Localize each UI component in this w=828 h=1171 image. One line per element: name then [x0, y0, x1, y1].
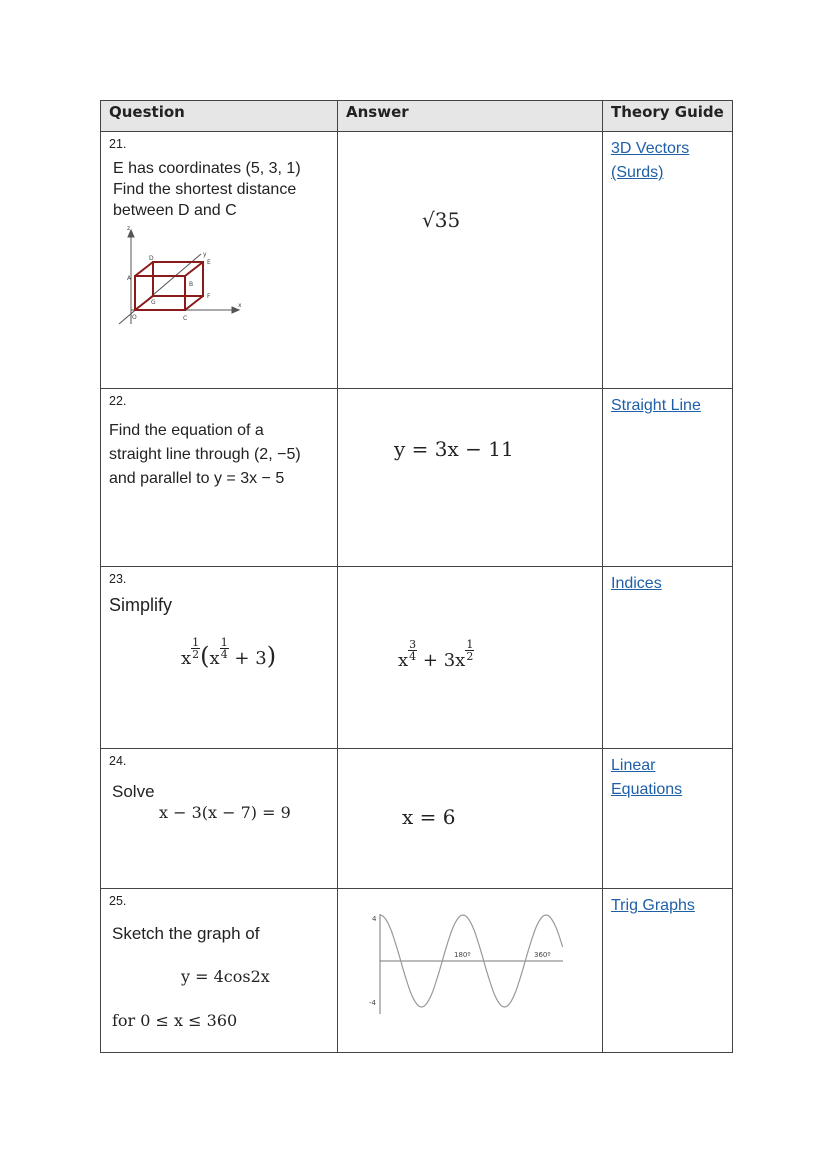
header-row [101, 101, 733, 132]
cuboid-diagram [111, 224, 246, 329]
point-label: B [189, 281, 194, 288]
point-label: F [207, 293, 211, 300]
axis-label: z [127, 225, 131, 232]
answer-cell [338, 389, 603, 567]
question-cell [101, 567, 338, 749]
frac-den: 4 [409, 650, 417, 663]
question-number: 22. [109, 394, 127, 408]
answer-text: x = 6 [402, 805, 456, 829]
question-cell [101, 749, 338, 889]
cosine-graph [368, 909, 568, 1019]
question-line: between D and C [113, 202, 237, 219]
point-label: G [151, 299, 156, 306]
question-equation: y = 4cos2x [181, 967, 270, 986]
guide-link-line[interactable]: Equations [611, 781, 683, 798]
frac-num: 3 [409, 638, 417, 651]
math-base: x [181, 648, 192, 670]
table-row [101, 889, 733, 1053]
table-row [101, 567, 733, 749]
question-line: and parallel to y = 3x − 5 [109, 470, 285, 487]
answer-cell [338, 889, 603, 1053]
point-label: D [149, 255, 154, 262]
frac-num: 1 [192, 636, 200, 649]
answer-cell [338, 132, 603, 389]
header-question: Question [101, 101, 338, 132]
question-cell [101, 389, 338, 567]
table-row [101, 132, 733, 389]
answer-expression [398, 639, 474, 671]
point-label: C [183, 315, 188, 322]
math-exponent [408, 639, 417, 662]
question-line: straight line through (2, −5) [109, 446, 301, 463]
y-min-label: -4 [369, 999, 376, 1007]
question-number: 23. [109, 572, 127, 586]
guide-link-straight-line[interactable]: Straight Line [611, 397, 701, 414]
guide-link-line[interactable]: Linear [611, 757, 656, 774]
frac-den: 4 [220, 648, 228, 661]
math-exponent [465, 639, 474, 662]
frac-den: 2 [192, 648, 200, 661]
question-number: 21. [109, 137, 127, 151]
math-exponent [191, 637, 200, 660]
guide-link-line[interactable]: 3D Vectors [611, 140, 690, 157]
math-base: x [398, 650, 409, 672]
question-table [100, 100, 733, 1053]
question-number: 25. [109, 894, 127, 908]
answer-cell [338, 749, 603, 889]
math-plus: + 3x [422, 650, 466, 672]
table-row [101, 389, 733, 567]
guide-cell [603, 889, 733, 1053]
question-range: for 0 ≤ x ≤ 360 [112, 1011, 238, 1030]
y-max-label: 4 [372, 915, 377, 923]
x-360-label: 360º [534, 951, 551, 959]
question-cell [101, 132, 338, 389]
guide-cell [603, 567, 733, 749]
guide-cell [603, 132, 733, 389]
frac-num: 1 [220, 636, 228, 649]
frac-num: 1 [466, 638, 474, 651]
math-plus: + 3 [234, 648, 267, 670]
axis-label: x [238, 302, 242, 309]
x-180-label: 180º [454, 951, 471, 959]
answer-cell [338, 567, 603, 749]
point-label: E [207, 259, 211, 266]
question-expression: x $\frac{1}{2}$ (x $\frac{1}{4}$ + 3) [181, 636, 277, 671]
table-row [101, 749, 733, 889]
point-label: A [127, 275, 132, 282]
axis-label: y [203, 251, 207, 258]
question-text: Solve [112, 782, 155, 801]
question-text: Simplify [109, 595, 173, 615]
guide-link-3d-vectors[interactable] [611, 137, 689, 185]
math-base: x [209, 648, 220, 670]
frac-den: 2 [466, 650, 474, 663]
answer-text: √35 [422, 208, 461, 232]
guide-link-trig-graphs[interactable]: Trig Graphs [611, 897, 695, 914]
header-theory-guide: Theory Guide [603, 101, 733, 132]
guide-cell [603, 389, 733, 567]
answer-text: y = 3x − 11 [394, 437, 514, 461]
guide-cell [603, 749, 733, 889]
question-text [109, 419, 301, 491]
guide-link-line[interactable]: (Surds) [611, 164, 664, 181]
question-cell [101, 889, 338, 1053]
header-answer: Answer [338, 101, 603, 132]
math-exponent [220, 637, 229, 660]
question-text: Sketch the graph of [112, 924, 260, 943]
guide-link-linear-equations[interactable] [611, 754, 682, 802]
question-line: Find the shortest distance [113, 181, 297, 198]
question-text [113, 158, 301, 221]
question-number: 24. [109, 754, 127, 768]
point-label: O [132, 314, 137, 321]
question-line: Find the equation of a [109, 422, 264, 439]
guide-link-indices[interactable]: Indices [611, 575, 662, 592]
question-equation: x − 3(x − 7) = 9 [159, 803, 291, 822]
question-line: E has coordinates (5, 3, 1) [113, 160, 301, 177]
